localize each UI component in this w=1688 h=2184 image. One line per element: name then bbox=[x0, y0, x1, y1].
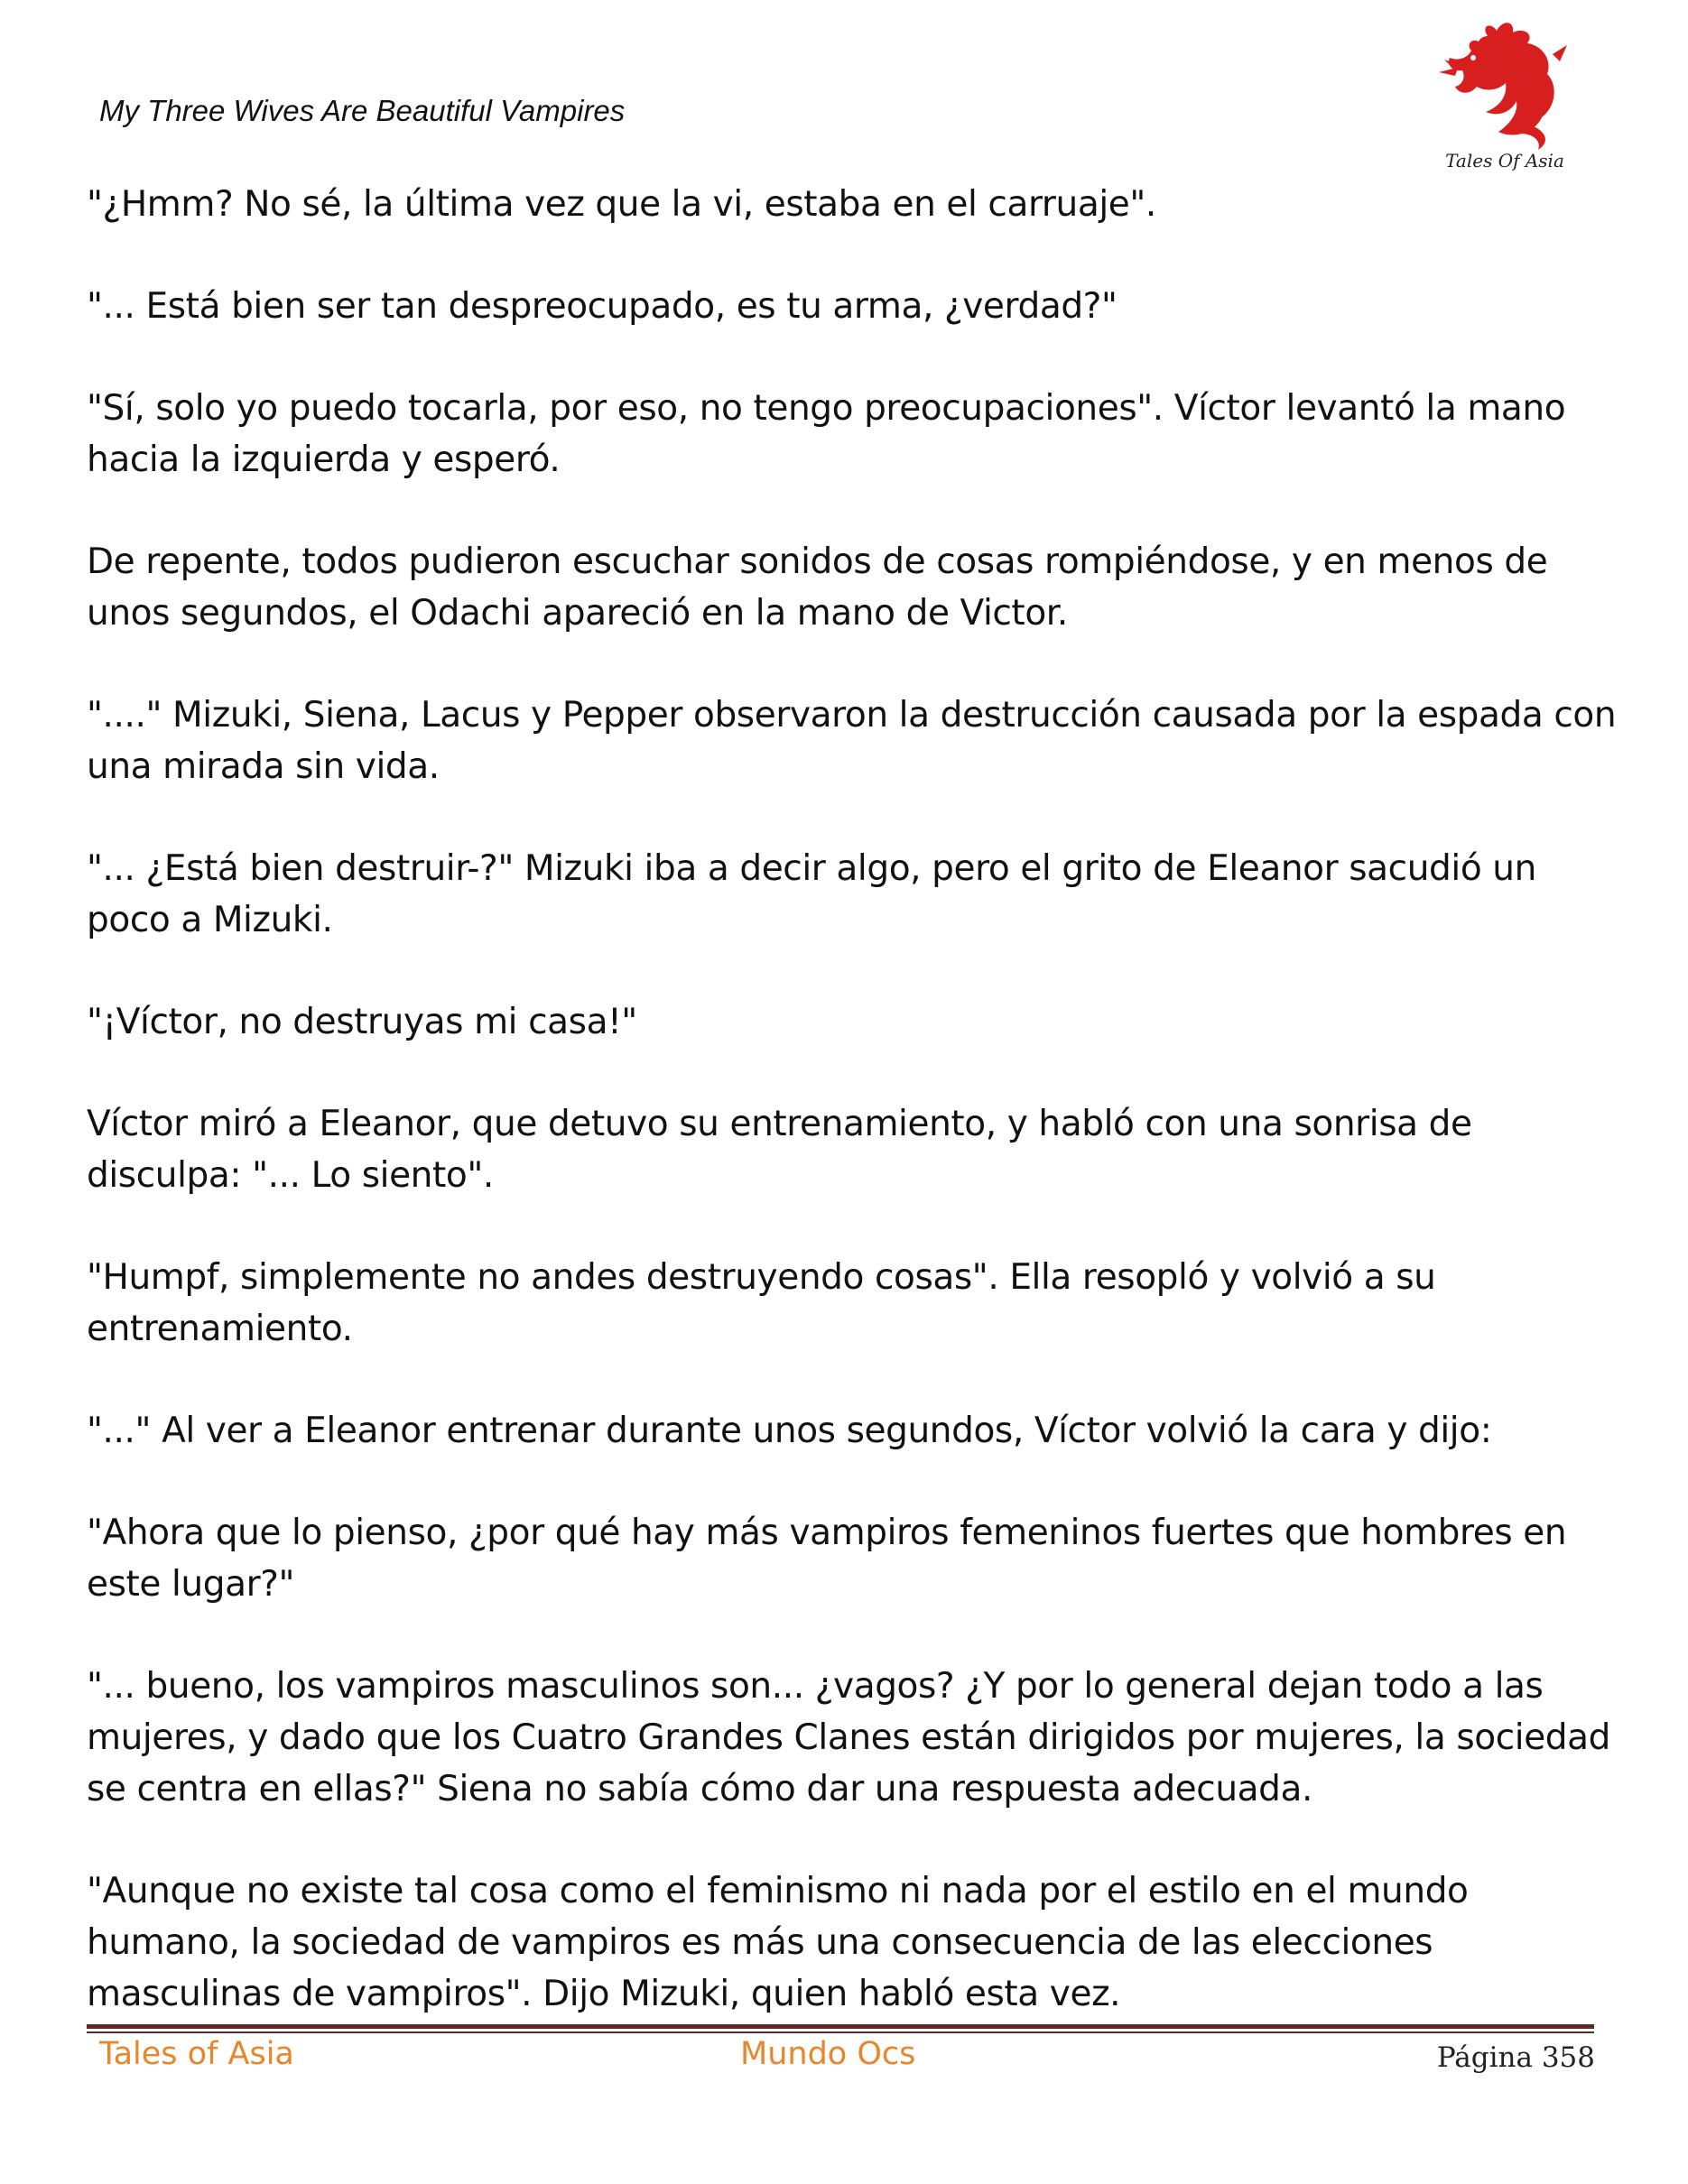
footer-site-name: Tales of Asia bbox=[99, 2036, 294, 2072]
logo-caption: Tales Of Asia bbox=[1445, 150, 1564, 171]
paragraph: "Ahora que lo pienso, ¿por qué hay más vampiros femeninos fuertes que hombres en este lugar?" bbox=[87, 1513, 1567, 1605]
paragraph: De repente, todos pudieron escuchar sonidos de cosas rompiéndose, y en menos de unos segundos, el Odachi apareció en la mano de Victor. bbox=[87, 541, 1548, 634]
paragraph: "... Está bien ser tan despreocupado, es tu arma, ¿verdad?" bbox=[87, 286, 1118, 327]
paragraph: "Sí, solo yo puedo tocarla, por eso, no tengo preocupaciones". Víctor levantó la mano hacia la izquierda y esperó. bbox=[87, 388, 1566, 480]
paragraph: "... ¿Está bien destruir-?" Mizuki iba a decir algo, pero el grito de Eleanor sacudió un poco a Mizuki. bbox=[87, 848, 1536, 940]
paragraph: "..." Al ver a Eleanor entrenar durante unos segundos, Víctor volvió la cara y dijo: bbox=[87, 1411, 1492, 1451]
page-number: Página 358 bbox=[1436, 2041, 1595, 2074]
document-title: My Three Wives Are Beautiful Vampires bbox=[99, 94, 626, 127]
paragraph: "Humpf, simplemente no andes destruyendo cosas". Ella resopló y volvió a su entrenamiento. bbox=[87, 1257, 1436, 1349]
paragraph: "...." Mizuki, Siena, Lacus y Pepper observaron la destrucción causada por la espada con una mirada sin vida. bbox=[87, 695, 1617, 787]
paragraph: "¡Víctor, no destruyas mi casa!" bbox=[87, 1002, 637, 1042]
footer-section-name: Mundo Ocs bbox=[740, 2036, 916, 2072]
paragraph: "Aunque no existe tal cosa como el feminismo ni nada por el estilo en el mundo humano, la sociedad de vampiros es más una consecuencia de las elecciones masculinas de vampiros". Dijo Mizuki, quien habló esta vez. bbox=[87, 1871, 1469, 2014]
paragraph: "... bueno, los vampiros masculinos son... ¿vagos? ¿Y por lo general dejan todo a las mujeres, y dado que los Cuatro Grandes Clanes están dirigidos por mujeres, la sociedad se centra en ellas?" Siena no sabía cómo dar una respuesta adecuada. bbox=[87, 1666, 1611, 1809]
tales-of-asia-logo bbox=[1426, 18, 1571, 180]
red-dragon-icon bbox=[1426, 18, 1571, 153]
chapter-body bbox=[87, 179, 1621, 2070]
footer-divider bbox=[87, 2024, 1594, 2033]
paragraph: Víctor miró a Eleanor, que detuvo su entrenamiento, y habló con una sonrisa de disculpa: "... Lo siento". bbox=[87, 1104, 1472, 1196]
paragraph: "¿Hmm? No sé, la última vez que la vi, estaba en el carruaje". bbox=[87, 184, 1156, 225]
